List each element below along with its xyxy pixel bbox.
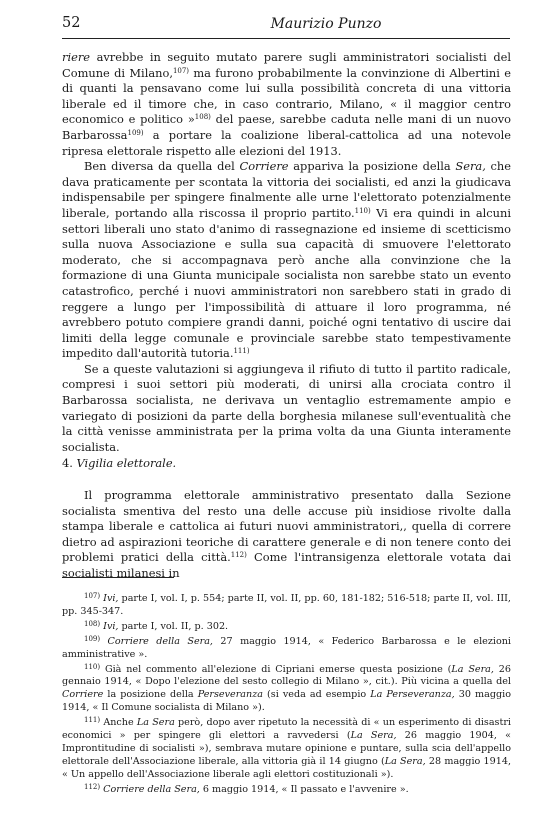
text-span: 26 gennaio 1914, « Dopo l'elezione del sesto collegio di Milano », cit.). Più vicina a quella del — [62, 663, 511, 688]
text-span: La Perseveranza, — [370, 689, 455, 701]
footnote-ref: 107) — [172, 66, 190, 75]
text-span: Ben diversa da quella del — [84, 159, 240, 174]
footnote-ref: 112) — [230, 551, 247, 560]
text-span: La Sera, — [451, 663, 494, 675]
text-span: riere — [62, 50, 91, 64]
text-span: la posizione della — [103, 689, 198, 701]
text-span: Ivi, — [103, 593, 119, 604]
footnote-107 — [62, 593, 511, 619]
text-span: Corriere della Sera, — [103, 783, 200, 795]
section-title: Vigilia elettorale. — [76, 456, 177, 470]
text-span: 27 maggio 1914, « Federico Barbarossa e le elezioni amministrative ». — [62, 635, 511, 660]
text-span: Il programma elettorale amministrativo presentato dalla Sezione socialista smentiva del resto una delle accuse più insidiose rivolte dalla stampa liberale e cattolica ai futuri nuovi amministratori,, quella di correre dietro ad aspirazioni teoriche di carattere generale e di non tenere conto dei problemi pratici della città. — [62, 488, 511, 565]
text-span: 30 maggio 1914, « Il Comune socialista di Milano »). — [62, 689, 511, 714]
text-span: 26 maggio 1904, « Improntitudine di socialisti »), sembrava mutare opinione e puntare, sulla scia dell'appello elettorale dell'Associazione liberale, alla vittoria già il 14 giugno ( — [62, 730, 512, 767]
text-span: Sera, — [455, 159, 486, 174]
page-number: 52 — [62, 15, 81, 31]
text-span: La Sera, — [350, 730, 397, 742]
main-text — [62, 50, 511, 455]
text-span: Come l'intransigenza elettorale votata dai socialisti milanesi in — [62, 550, 511, 580]
footnote-number: 109) — [84, 634, 101, 643]
footnote-number: 112) — [84, 782, 101, 791]
footnote-112 — [62, 784, 511, 797]
paragraph-2 — [62, 159, 511, 362]
footnote-ref: 111) — [233, 347, 250, 356]
text-span: però, dopo aver ripetuto la necessità di « un esperimento di disastri economici » per spingere gli elettori a ravvedersi ( — [62, 717, 511, 742]
text-span: ma furono probabilmente la convinzione di Albertini e di quanti la pensavano come lui sulla possibilità concreta di una vittoria liberale ed il timore che, in caso contrario, Milano, « il maggior centro economico e politico » — [62, 65, 511, 127]
text-span: Corriere — [239, 159, 289, 174]
running-title: Maurizio Punzo — [270, 16, 382, 32]
text-span: (si veda ad esempio — [262, 689, 371, 701]
footnote-divider — [62, 577, 174, 578]
footnotes — [62, 593, 511, 799]
section-heading — [62, 456, 176, 470]
text-span: Vi era quindi in alcuni settori liberali uno stato d'animo di rassegnazione ed insieme di scetticismo sulla nuova Associazione e sulla sua capacità di smuovere l'elettorato moderato, che si accompagnava però anche alla convinzione che la formazione di una Giunta municipale socialista non sarebbe stato un evento catastrofico, perché i nuovi amministratori non sarebbero stati in grado di reggere a lungo per l'impossibilità di attuare il loro programma, né avrebbero potuto compiere grandi danni, poiché ogni tentativo di uscire dai limiti della legge comunale e provinciale sarebbe stato tempestivamente impedito dall'autorità tutoria. — [62, 205, 511, 361]
section-text — [62, 488, 511, 582]
text-span: Perseveranza — [197, 689, 263, 701]
text-span: 6 maggio 1914, « Il passato e l'avvenire ». — [199, 783, 409, 795]
paragraph-3: Se a queste valutazioni si aggiungeva il rifiuto di tutto il partito radicale, compresi i suoi settori più moderati, di unirsi alla crociata contro il Barbarossa socialista, ne derivava un ventaglio estremamente ampio e variegato di posizioni da parte della borghesia milanese sull'eventualità che la città venisse amministrata per la prima volta da una Giunta interamente socialista. — [62, 361, 511, 454]
text-span: parte I, vol. II, p. 302. — [118, 620, 229, 632]
text-span: La Sera — [136, 717, 175, 729]
footnote-110 — [62, 664, 511, 716]
footnote-109 — [62, 636, 511, 662]
paragraph-1 — [62, 50, 511, 159]
text-span: che dava praticamente per scontata la vittoria dei socialisti, ed anzi la giudicava indispensabile per spingere finalmente alle urne l'elettorato potenzialmente liberale, portando alla riscossa il proprio partito. — [62, 159, 512, 220]
footnote-number: 107) — [84, 592, 101, 600]
text-span: 28 maggio 1914, « Un appello dell'Associazione liberale agli elettori costituzionali »). — [62, 755, 512, 780]
text-span: avrebbe in seguito mutato parere sugli amministratori socialisti del Comune di Milano, — [62, 50, 511, 80]
text-span: del paese, sarebbe caduta nelle mani di un nuovo Barbarossa — [62, 112, 511, 142]
text-span: La Sera, — [384, 755, 426, 767]
text-span: Anche — [103, 717, 137, 729]
text-span: Ivi, — [103, 620, 119, 632]
text-span: a portare la coalizione liberal-cattolica ad una notevole ripresa elettorale rispetto alle elezioni del 1913. — [62, 127, 511, 158]
footnote-111 — [62, 717, 511, 782]
section-number: 4. — [62, 456, 73, 470]
paragraph-4 — [62, 488, 511, 582]
text-span: Corriere della Sera, — [107, 635, 213, 647]
footnote-ref: 110) — [354, 206, 371, 215]
footnote-ref: 108) — [194, 113, 211, 122]
footnote-ref: 109) — [127, 128, 144, 137]
footnote-number: 111) — [84, 716, 101, 725]
footnote-108 — [62, 621, 511, 634]
text-span: Già nel commento all'elezione di Cipriani emerse questa posizione ( — [104, 663, 452, 675]
footnote-number: 110) — [84, 662, 101, 671]
text-span: appariva la posizione della — [288, 159, 456, 174]
text-span: parte I, vol. I, p. 554; parte II, vol. II, pp. 60, 181-182; 516-518; parte II, vol. III, pp. 345-347. — [62, 593, 511, 617]
text-span: Corriere — [62, 689, 104, 701]
footnote-number: 108) — [84, 619, 101, 628]
page-header — [62, 12, 510, 39]
